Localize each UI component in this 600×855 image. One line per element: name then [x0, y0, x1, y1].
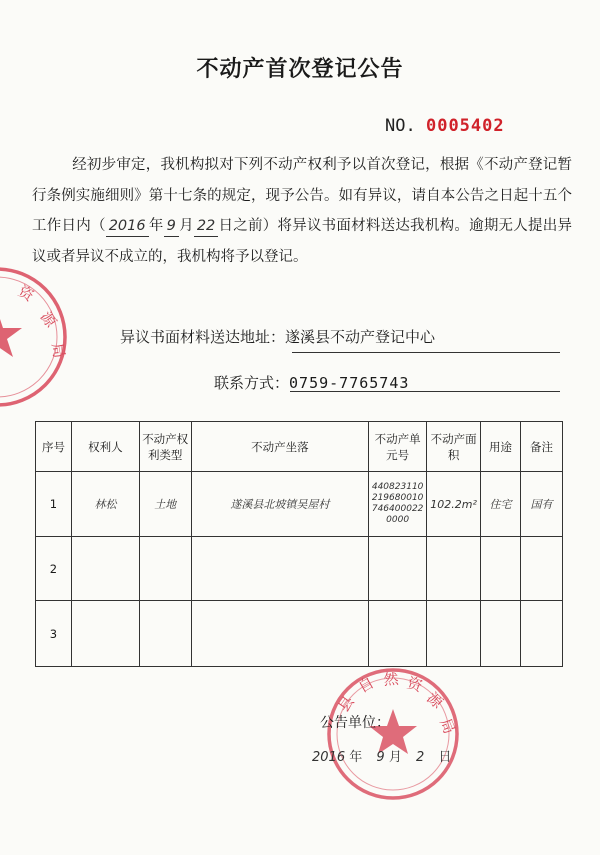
row-unit-no [369, 472, 427, 537]
unit-no-line: 219680010 [371, 493, 424, 503]
row-owner [71, 537, 139, 601]
contact-label: 联系方式： [214, 374, 290, 392]
row-no: 2 [36, 537, 72, 601]
row-note: 国有 [521, 472, 563, 537]
table-row [36, 601, 563, 667]
body-text-1: 经初步审定，我机构拟对下列不动产权利予以首次登记，根据《不动产登记暂行条例实施细则》第十七条的规定，现予公告。如有异议，请自本公告之日起十五个工作日内（ [32, 157, 572, 234]
issue-year: 2016 [312, 750, 346, 765]
row-location: 遂溪县北坡镇吴屋村 [191, 472, 369, 537]
table-row [36, 537, 563, 601]
deadline-month: 9 [164, 216, 179, 237]
row-right-type [139, 601, 191, 667]
header-use: 用途 [481, 422, 521, 472]
issue-day-char: 日 [438, 750, 452, 765]
header-note: 备注 [521, 422, 563, 472]
row-no: 1 [36, 472, 72, 537]
row-area: 102.2m² [427, 472, 481, 537]
row-use [481, 537, 521, 601]
row-area [427, 537, 481, 601]
serial-number [385, 116, 505, 136]
svg-text:县: 县 [334, 692, 358, 716]
row-note [521, 537, 563, 601]
row-right-type [139, 537, 191, 601]
issue-month: 9 [376, 750, 385, 765]
table-row [36, 472, 563, 537]
row-no: 3 [36, 601, 72, 667]
address-value: 遂溪县不动产登记中心 [285, 328, 436, 346]
svg-text:源: 源 [36, 307, 61, 331]
contact-info [214, 372, 409, 393]
row-location [191, 601, 369, 667]
contact-underline [290, 391, 560, 392]
row-use [481, 601, 521, 667]
row-unit-no [369, 537, 427, 601]
header-right-type: 不动产权利类型 [139, 422, 191, 472]
address-label: 异议书面材料送达地址： [120, 328, 286, 346]
contact-value: 0759-7765743 [289, 374, 410, 392]
header-unit-no: 不动产单元号 [369, 422, 427, 472]
svg-text:资: 资 [15, 281, 38, 305]
unit-no-line: 0000 [386, 515, 410, 525]
header-no: 序号 [36, 422, 72, 472]
issue-day: 2 [415, 750, 425, 765]
svg-text:然: 然 [382, 669, 400, 689]
header-area: 不动产面 积 [427, 422, 481, 472]
row-location [191, 537, 369, 601]
address-underline [292, 352, 560, 353]
svg-text:源: 源 [423, 688, 447, 713]
unit-no-line: 746400022 [371, 504, 424, 514]
issuer-label: 公告单位： [320, 715, 390, 731]
serial-value: 0005402 [425, 116, 505, 136]
notice-body [32, 150, 572, 272]
property-table [35, 421, 563, 667]
table-header-row [36, 422, 563, 472]
issue-month-char: 月 [388, 750, 402, 765]
deadline-day: 22 [194, 216, 218, 237]
header-owner: 权利人 [71, 422, 139, 472]
official-seal-left [0, 262, 72, 412]
row-owner [71, 601, 139, 667]
unit-no-line: 440823110 [371, 482, 424, 492]
year-char: 年 [148, 218, 164, 234]
objection-address [120, 326, 435, 347]
row-unit-no [369, 601, 427, 667]
issue-date [312, 746, 451, 765]
svg-text:局: 局 [436, 715, 459, 737]
row-use: 住宅 [481, 472, 521, 537]
deadline-year: 2016 [106, 216, 149, 237]
svg-text:局: 局 [48, 341, 69, 360]
svg-text:自: 自 [355, 673, 378, 697]
row-right-type: 土地 [139, 472, 191, 537]
month-char: 月 [178, 218, 194, 234]
issue-year-char: 年 [349, 750, 363, 765]
row-owner: 林松 [71, 472, 139, 537]
official-seal-bottom [322, 663, 464, 805]
body-text-2: 日之前）将异议书面材料送达我机构。逾期无人提出异议或者异议不成立的，我机构将予以登记。 [32, 218, 573, 265]
row-note [521, 601, 563, 667]
svg-text:资: 资 [404, 673, 425, 696]
row-area [427, 601, 481, 667]
notice-title: 不动产首次登记公告 [196, 57, 404, 82]
header-location: 不动产坐落 [191, 422, 369, 472]
serial-label: NO. [385, 116, 416, 136]
